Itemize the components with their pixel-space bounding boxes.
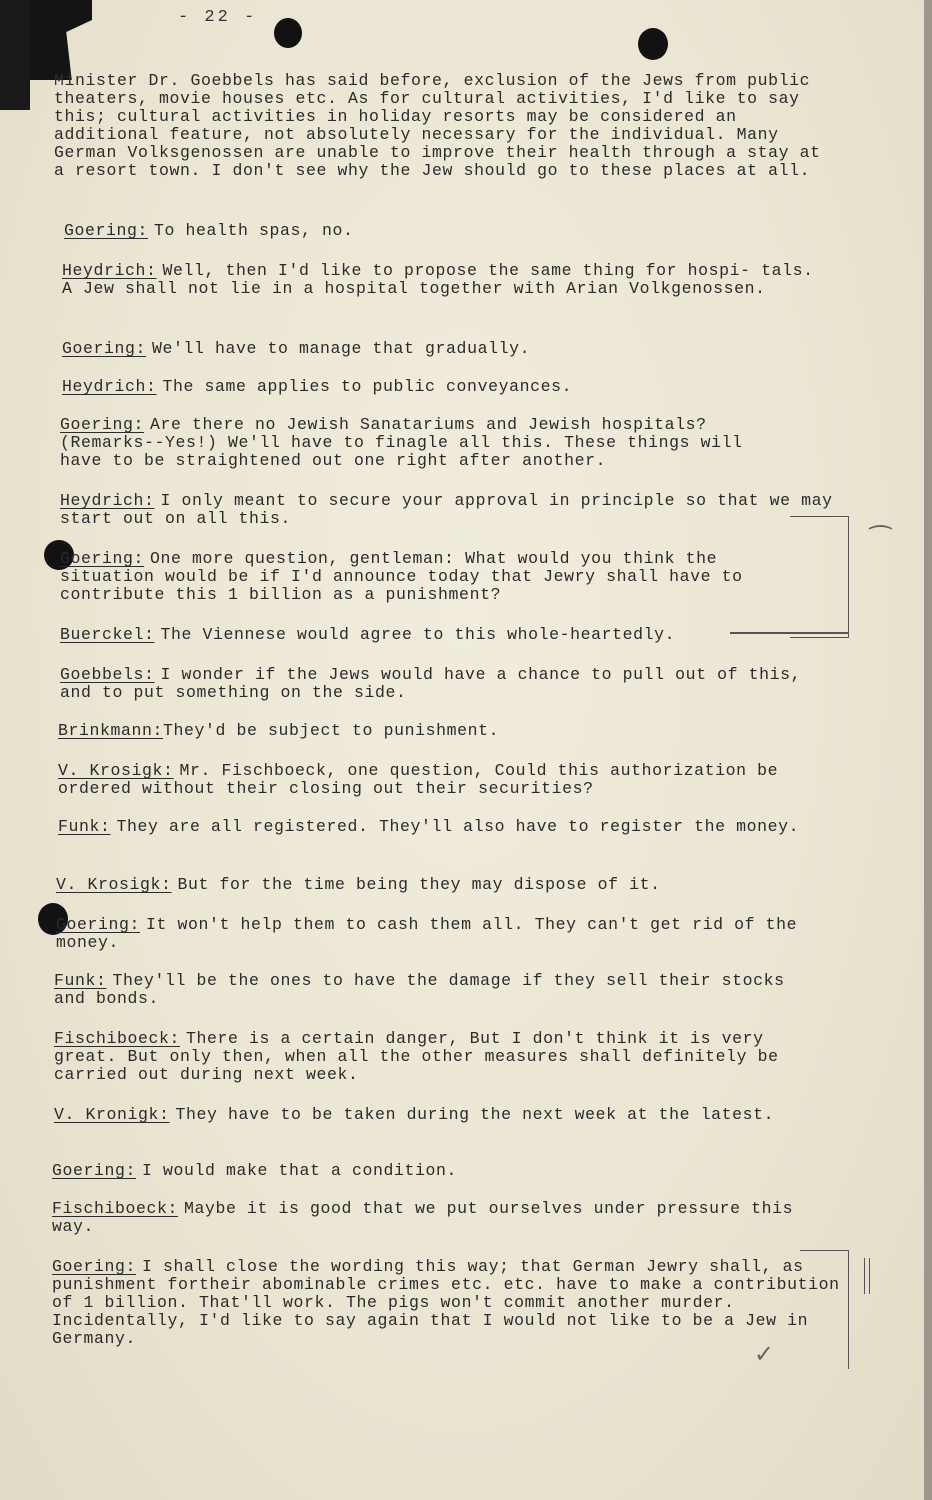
transcript-entry	[60, 626, 850, 644]
transcript-entry	[60, 666, 830, 702]
speaker-label: Goering:	[56, 915, 141, 934]
speaker-label: Heydrich:	[60, 491, 155, 510]
page-number: - 22 -	[178, 8, 258, 27]
transcript-entry	[62, 378, 852, 396]
entry-text: I shall close the wording this way; that German Jewry shall, as punishment fortheir abominable crimes etc. etc. have to make a contribution of 1 billion. That'll work. The pigs won't commit another murder. Incidentally, I'd like to say again that I would not like to be a Jew in Germany.	[52, 1257, 840, 1348]
speaker-label: Fischiboeck:	[52, 1199, 179, 1218]
entry-text: I only meant to secure your approval in principle so that we may start out on all this.	[60, 491, 833, 528]
margin-check-mark: ✓	[754, 1340, 775, 1368]
margin-check-mark: ⁀	[870, 526, 891, 556]
margin-underline-stroke	[730, 632, 848, 634]
speaker-label: Goering:	[60, 415, 145, 434]
entry-text: I would make that a condition.	[142, 1161, 458, 1180]
transcript-entry	[54, 1106, 794, 1124]
transcript-entry	[58, 762, 838, 798]
entry-text: The Viennese would agree to this whole-heartedly.	[160, 625, 676, 644]
binding-edge-stain	[0, 0, 30, 110]
transcript-entry	[62, 340, 852, 358]
transcript-entry	[52, 1162, 842, 1180]
speaker-label: V. Krosigk:	[56, 875, 172, 894]
entry-text: To health spas, no.	[154, 221, 354, 240]
transcript-entry	[60, 492, 840, 528]
transcript-entry	[60, 416, 790, 470]
entry-text: It won't help them to cash them all. They can't get rid of the money.	[56, 915, 798, 952]
margin-bracket-lower	[800, 1250, 849, 1369]
entry-text: Maybe it is good that we put ourselves under pressure this way.	[52, 1199, 794, 1236]
transcript-entry	[64, 222, 854, 240]
entry-text: The same applies to public conveyances.	[162, 377, 573, 396]
transcript-entry	[52, 1200, 822, 1236]
transcript-entry	[56, 876, 846, 894]
punch-hole-top-left	[274, 18, 302, 48]
transcript-entry	[56, 916, 826, 952]
speaker-label: Goering:	[52, 1161, 137, 1180]
entry-text: They have to be taken during the next week at the latest.	[175, 1105, 775, 1124]
entry-text: Are there no Jewish Sanatariums and Jewish hospitals? (Remarks--Yes!) We'll have to finagle all this. These things will have to be straightened out one right after another.	[60, 415, 743, 470]
entry-text: They are all registered. They'll also have to register the money.	[116, 817, 800, 836]
speaker-label: Buerckel:	[60, 625, 155, 644]
transcript-entry	[62, 262, 832, 298]
speaker-label: Fischiboeck:	[54, 1029, 181, 1048]
entry-text: Mr. Fischboeck, one question, Could this authorization be ordered without their closing out their securities?	[58, 761, 779, 798]
speaker-label: Goering:	[52, 1257, 137, 1276]
speaker-label: Goebbels:	[60, 665, 155, 684]
entry-text: They'd be subject to punishment.	[163, 721, 500, 740]
speaker-label: Funk:	[58, 817, 111, 836]
speaker-label: V. Krosigk:	[58, 761, 174, 780]
transcript-entry	[52, 1258, 842, 1348]
entry-text: They'll be the ones to have the damage if they sell their stocks and bonds.	[54, 971, 785, 1008]
transcript-entry	[54, 972, 794, 1008]
margin-bracket-upper	[790, 516, 849, 638]
speaker-label: Goering:	[62, 339, 147, 358]
transcript-entry	[54, 1030, 794, 1084]
speaker-label: Brinkmann:	[58, 721, 164, 740]
opening-paragraph: Minister Dr. Goebbels has said before, exclusion of the Jews from public theaters, movie houses etc. As for cultural activities, I'd like to say this; cultural activities in holiday resorts may be considered an additional feature, not absolutely necessary for the individual. Many German Volksgenossen are unable to improve their health through a stay at a resort town. I don't see why the Jew should go to these places at all.	[54, 71, 821, 180]
entry-text: But for the time being they may dispose of it.	[177, 875, 661, 894]
punch-hole-top-right	[638, 28, 668, 60]
entry-text: One more question, gentleman: What would you think the situation would be if I'd announce today that Jewry shall have to contribute this 1 billion as a punishment?	[60, 549, 743, 604]
speaker-label: Heydrich:	[62, 261, 157, 280]
speaker-label: Funk:	[54, 971, 107, 990]
speaker-label: Heydrich:	[62, 377, 157, 396]
entry-text: I wonder if the Jews would have a chance to pull out of this, and to put something on the side.	[60, 665, 802, 702]
speaker-label: Goering:	[64, 221, 149, 240]
entry-text: We'll have to manage that gradually.	[152, 339, 531, 358]
transcript-entry	[58, 722, 848, 740]
transcript-entry	[58, 818, 838, 836]
speaker-label: V. Kronigk:	[54, 1105, 170, 1124]
transcript-entry	[60, 550, 820, 604]
entry-text: There is a certain danger, But I don't think it is very great. But only then, when all the other measures shall definitely be carried out during next week.	[54, 1029, 779, 1084]
speaker-label: Goering:	[60, 549, 145, 568]
entry-text: Well, then I'd like to propose the same thing for hospi- tals. A Jew shall not lie in a hospital together with Arian Volkgenossen.	[62, 261, 814, 298]
margin-double-rule	[864, 1258, 870, 1294]
